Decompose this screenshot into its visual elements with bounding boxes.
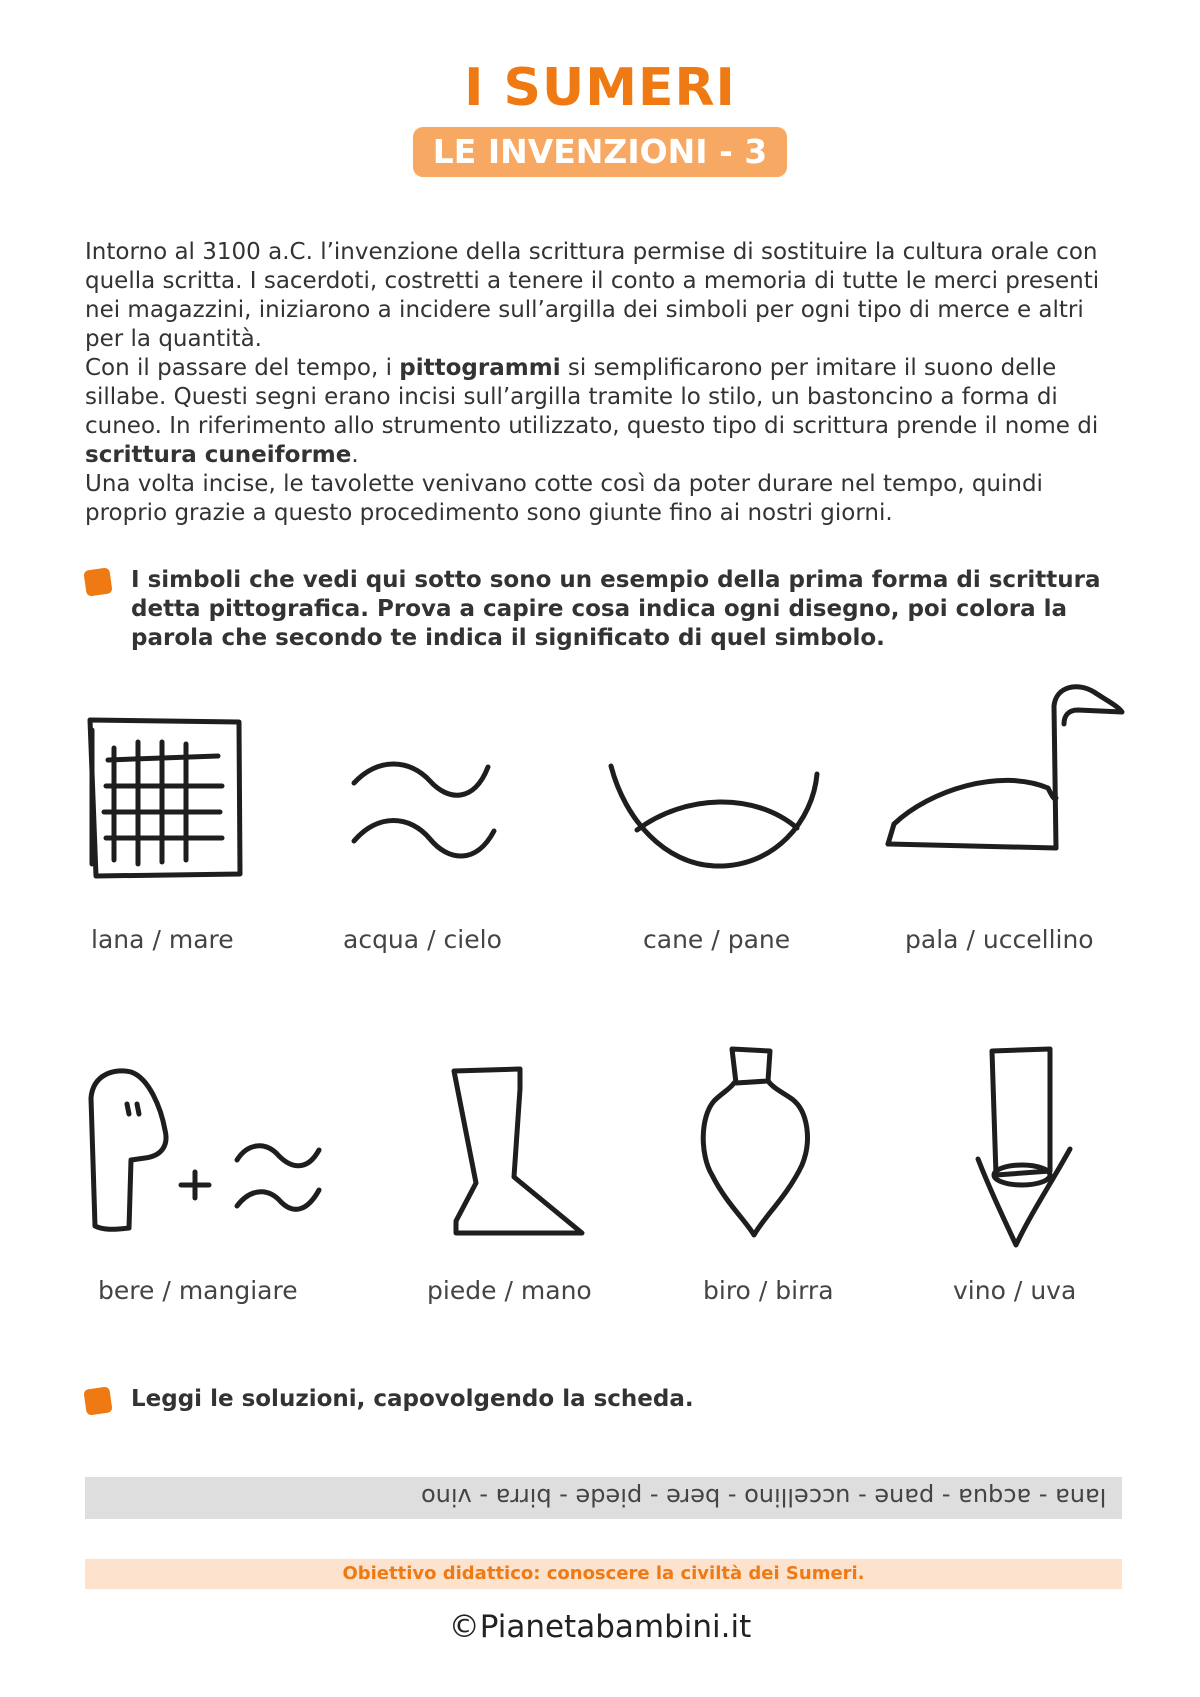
page-title: I SUMERI bbox=[464, 58, 736, 118]
solution-bar bbox=[85, 1477, 1122, 1519]
option-uccellino[interactable]: uccellino bbox=[982, 925, 1094, 954]
option-lana[interactable]: lana bbox=[91, 925, 145, 954]
option-biro[interactable]: biro bbox=[703, 1276, 751, 1305]
option-pair-4 bbox=[905, 925, 1094, 954]
option-pair-6 bbox=[427, 1276, 592, 1305]
orange-bullet-icon bbox=[83, 567, 112, 596]
intro-p2-part: . bbox=[351, 442, 359, 468]
intro-paragraph-3: Una volta incise, le tavolette venivano cotte così da poter durare nel tempo, quindi proprio grazie a questo procedimento sono giunte fino ai nostri giorni. bbox=[85, 471, 1043, 526]
separator: / bbox=[711, 925, 720, 954]
option-piede[interactable]: piede bbox=[427, 1276, 497, 1305]
task-instruction-2 bbox=[85, 1385, 1125, 1414]
option-vino[interactable]: vino bbox=[953, 1276, 1006, 1305]
option-pair-2 bbox=[343, 925, 502, 954]
separator: / bbox=[1013, 1276, 1023, 1305]
option-pane[interactable]: pane bbox=[727, 925, 791, 954]
intro-paragraph-1: Intorno al 3100 a.C. l’invenzione della scrittura permise di sostituire la cultura orale con quella scritta. I sacerdoti, costretti a tenere il conto a memoria di tutte le merci presenti nei magazzini, iniziarono a incidere sull’argilla dei simboli per ogni tipo di merce e altri per la quantità. bbox=[85, 239, 1100, 352]
page-subtitle: LE INVENZIONI - 3 bbox=[413, 127, 787, 177]
option-mano[interactable]: mano bbox=[520, 1276, 592, 1305]
separator: / bbox=[758, 1276, 768, 1305]
option-birra[interactable]: birra bbox=[775, 1276, 834, 1305]
task-1-text: I simboli che vedi qui sotto sono un esempio della prima forma di scrittura detta pittografica. Prova a capire cosa indica ogni disegno, poi colora la parola che secondo te indica il significato di quel simbolo. bbox=[131, 567, 1101, 651]
option-acqua[interactable]: acqua bbox=[343, 925, 420, 954]
separator: / bbox=[162, 1276, 171, 1305]
jar-icon bbox=[698, 1045, 818, 1245]
term-pittogrammi: pittogrammi bbox=[399, 355, 561, 381]
option-mare[interactable]: mare bbox=[168, 925, 234, 954]
option-uva[interactable]: uva bbox=[1030, 1276, 1077, 1305]
upside-down-solutions: lana - acqua - pane - uccellino - bere - piede - birra - vino bbox=[420, 1483, 1106, 1511]
learning-objective: Obiettivo didattico: conoscere la civiltà dei Sumeri. bbox=[85, 1559, 1122, 1589]
term-scrittura-cuneiforme: scrittura cuneiforme bbox=[85, 442, 352, 468]
option-pair-3 bbox=[643, 925, 790, 954]
option-bere[interactable]: bere bbox=[98, 1276, 155, 1305]
separator: / bbox=[504, 1276, 513, 1305]
intro-p2-part: si semplificarono per imitare il suono delle sillabe. Questi segni erano incisi sull’argilla tramite lo stilo, un bastoncino a forma di cuneo. In riferimento allo strumento utilizzato, questo tipo di scrittura prende il nome di bbox=[85, 355, 1099, 439]
option-cane[interactable]: cane bbox=[643, 925, 704, 954]
water-waves-icon bbox=[348, 755, 508, 885]
task-instruction-1 bbox=[85, 566, 1125, 653]
foot-icon bbox=[448, 1065, 598, 1245]
footer-copyright: ©Pianetabambini.it bbox=[448, 1609, 752, 1645]
option-mangiare[interactable]: mangiare bbox=[178, 1276, 298, 1305]
task-2-text: Leggi le soluzioni, capovolgendo la scheda. bbox=[131, 1386, 694, 1412]
vessel-icon bbox=[970, 1045, 1080, 1255]
bowl-icon bbox=[605, 760, 825, 880]
option-pair-1 bbox=[91, 925, 234, 954]
option-cielo[interactable]: cielo bbox=[443, 925, 502, 954]
option-pair-5 bbox=[98, 1276, 298, 1305]
option-pala[interactable]: pala bbox=[905, 925, 959, 954]
grid-square-icon bbox=[82, 714, 252, 884]
separator: / bbox=[152, 925, 161, 954]
head-plus-water-icon bbox=[85, 1060, 335, 1240]
intro-paragraph-2 bbox=[85, 354, 1125, 470]
separator: / bbox=[966, 925, 975, 954]
intro-p2-part: Con il passare del tempo, i bbox=[85, 355, 400, 381]
option-pair-7 bbox=[703, 1276, 834, 1305]
orange-bullet-icon bbox=[83, 1386, 112, 1415]
intro-text bbox=[85, 238, 1125, 528]
bird-icon bbox=[880, 676, 1130, 866]
option-pair-8 bbox=[953, 1276, 1076, 1305]
separator: / bbox=[427, 925, 436, 954]
subtitle-wrap bbox=[0, 127, 1200, 177]
